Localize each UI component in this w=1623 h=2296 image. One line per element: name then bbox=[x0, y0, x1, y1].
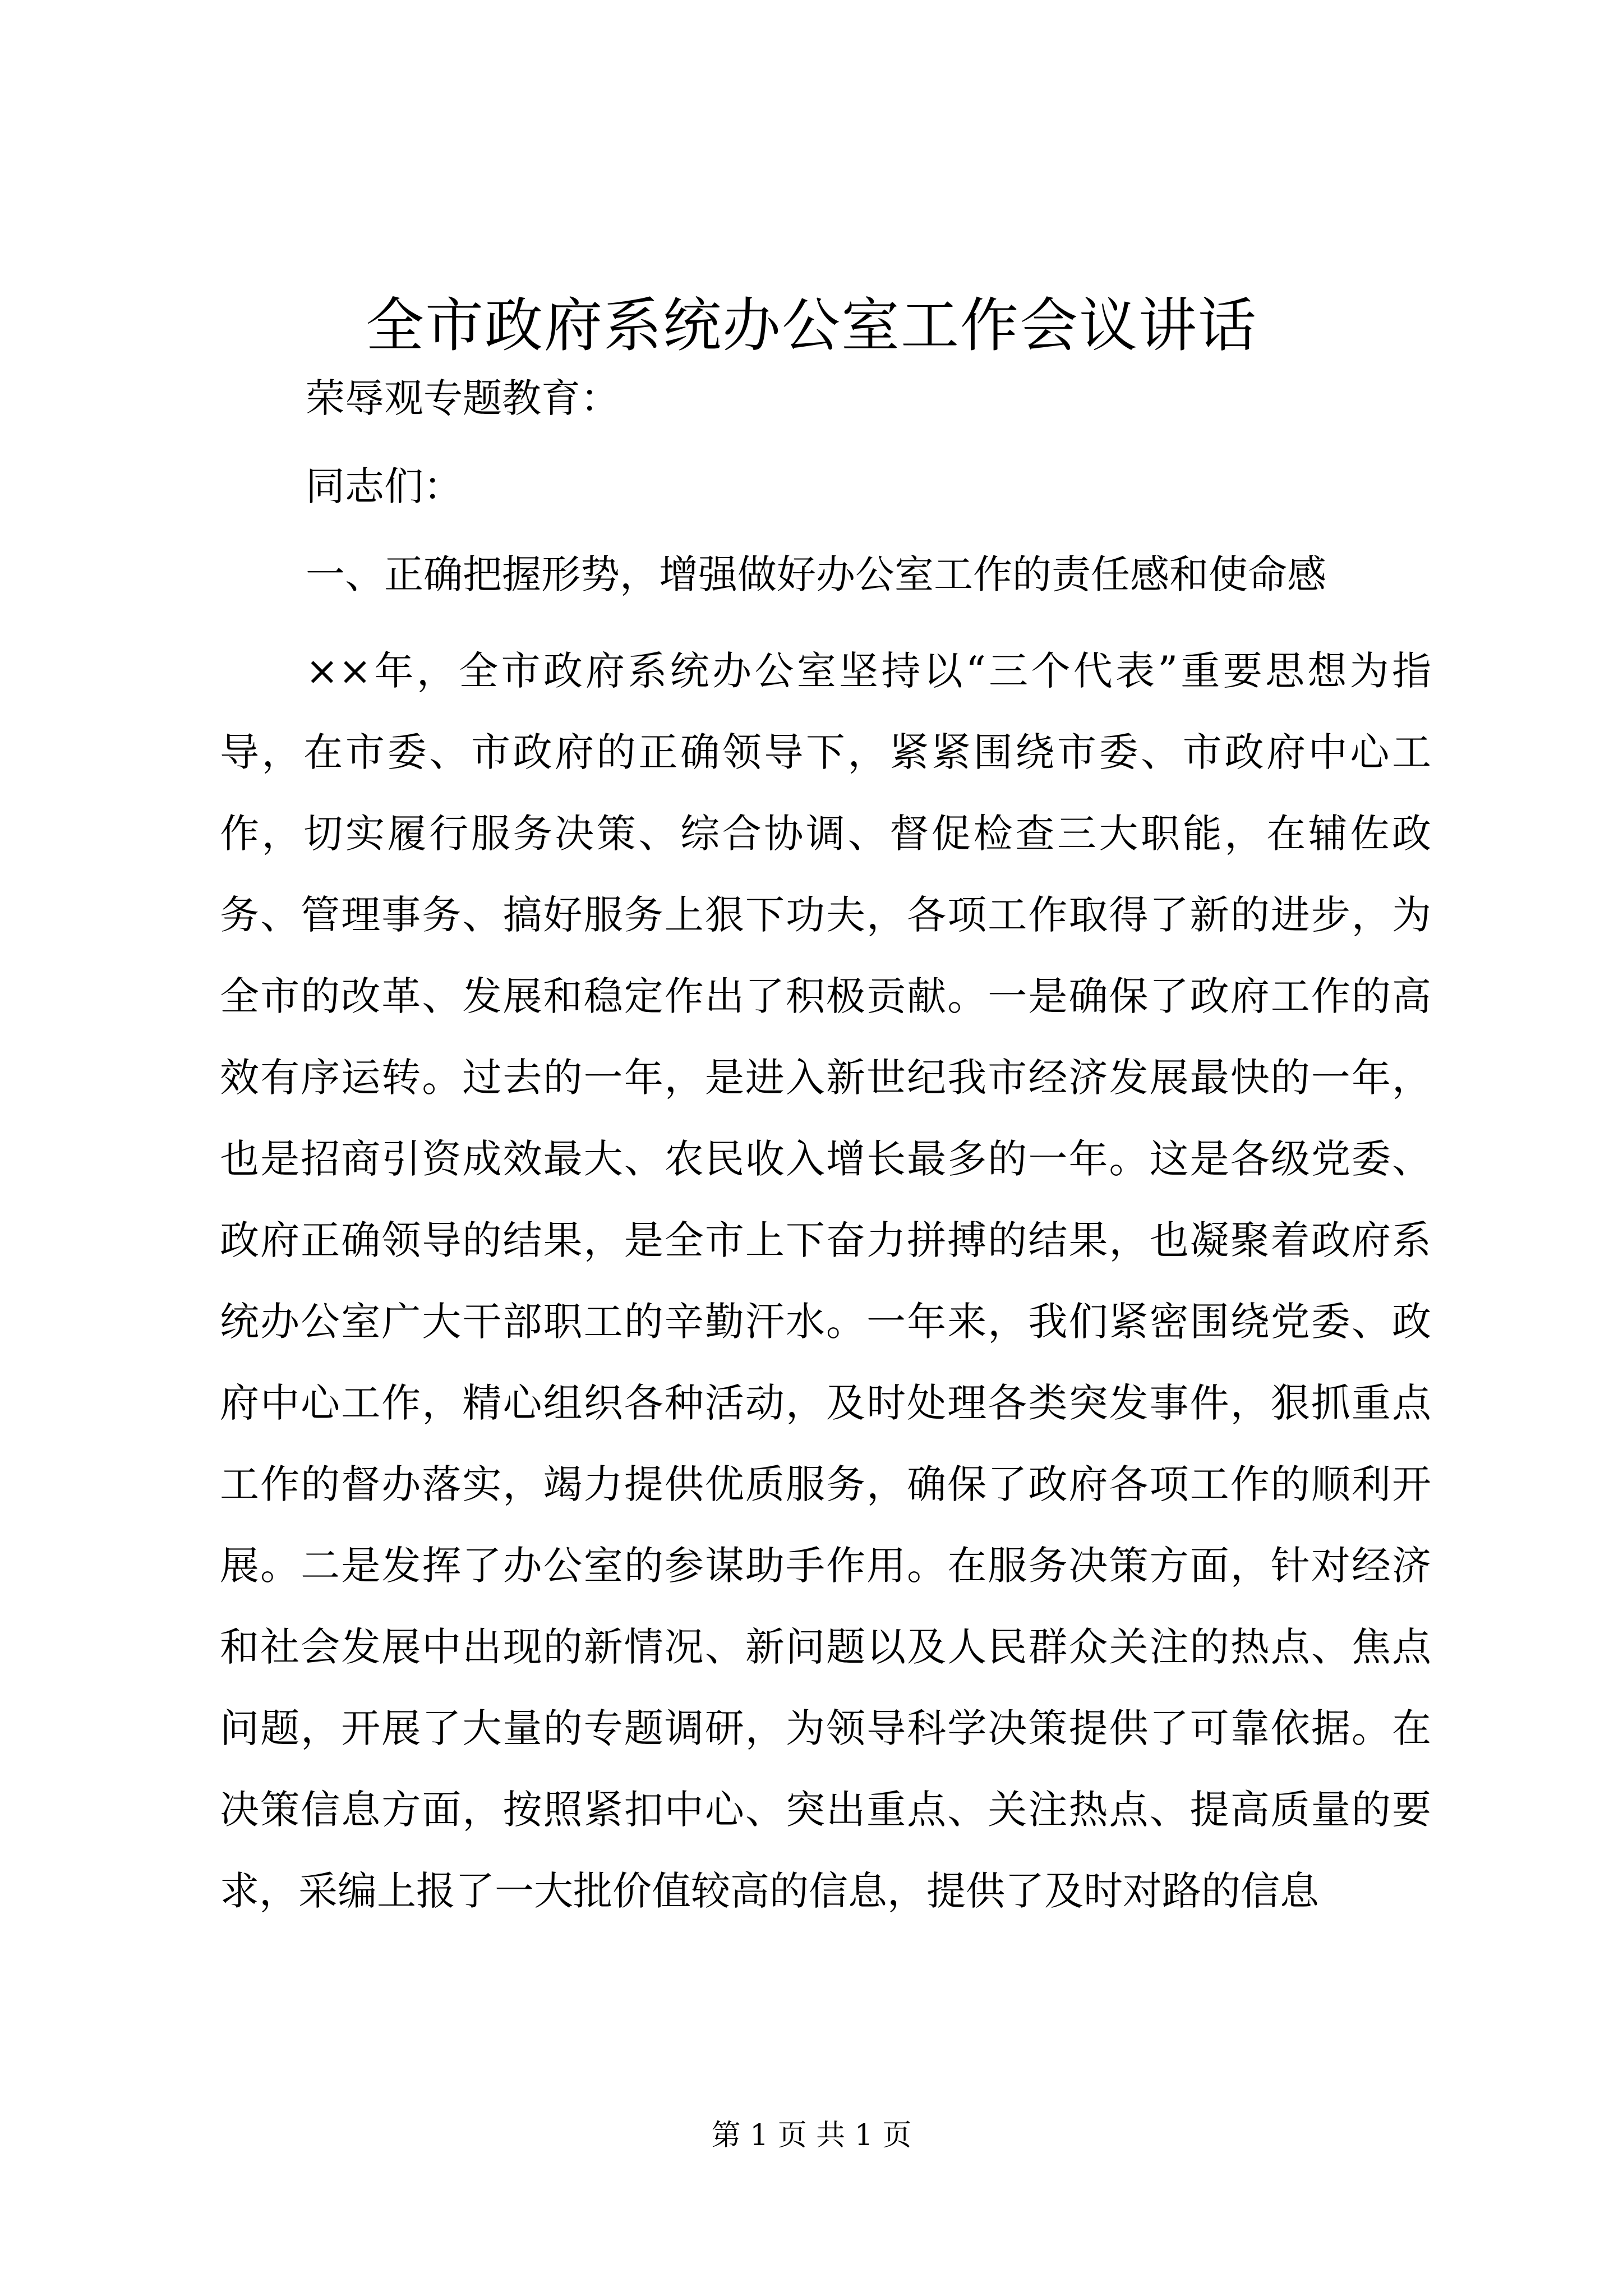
page-footer: 第 1 页 共 1 页 bbox=[711, 2119, 912, 2152]
document-title: 全市政府系统办公室工作会议讲话 bbox=[365, 291, 1257, 360]
salutation-line: 同志们： bbox=[306, 463, 463, 509]
body-paragraph: ××年，全市政府系统办公室坚持以“三个代表”重要思想为指导，在市委、市政府的正确领导下，紧紧围绕市委、市政府中心工作，切实履行服务决策、综合协调、督促检查三大职能，在辅佐政务、管理事务、搞好服务上狠下功夫，各项工作取得了新的进步，为全市的改革、发展和稳定作出了积极贡献。一是确保了政府工作的高效有序运转。过去的一年，是进入新世纪我市经济发展最快的一年，也是招商引资成效最大、农民收入增长最多的一年。这是各级党委、政府正确领导的结果，是全市上下奋力拼搏的结果，也凝聚着政府系统办公室广大干部职工的辛勤汗水。一年来，我们紧密围绕党委、政府中心工作，精心组织各种活动，及时处理各类突发事件，狠抓重点工作的督办落实，竭力提供优质服务，确保了政府各项工作的顺利开展。二是发挥了办公室的参谋助手作用。在服务决策方面，针对经济和社会发展中出现的新情况、新问题以及人民群众关注的热点、焦点问题，开展了大量的专题调研，为领导科学决策提供了可靠依据。在决策信息方面，按照紧扣中心、突出重点、关注热点、提高质量的要求，采编上报了一大批价值较高的信息，提供了及时对路的信息 bbox=[220, 648, 1431, 1914]
subtitle-line: 荣辱观专题教育： bbox=[306, 375, 620, 421]
section-heading: 一、正确把握形势，增强做好办公室工作的责任感和使命感 bbox=[306, 551, 1326, 597]
